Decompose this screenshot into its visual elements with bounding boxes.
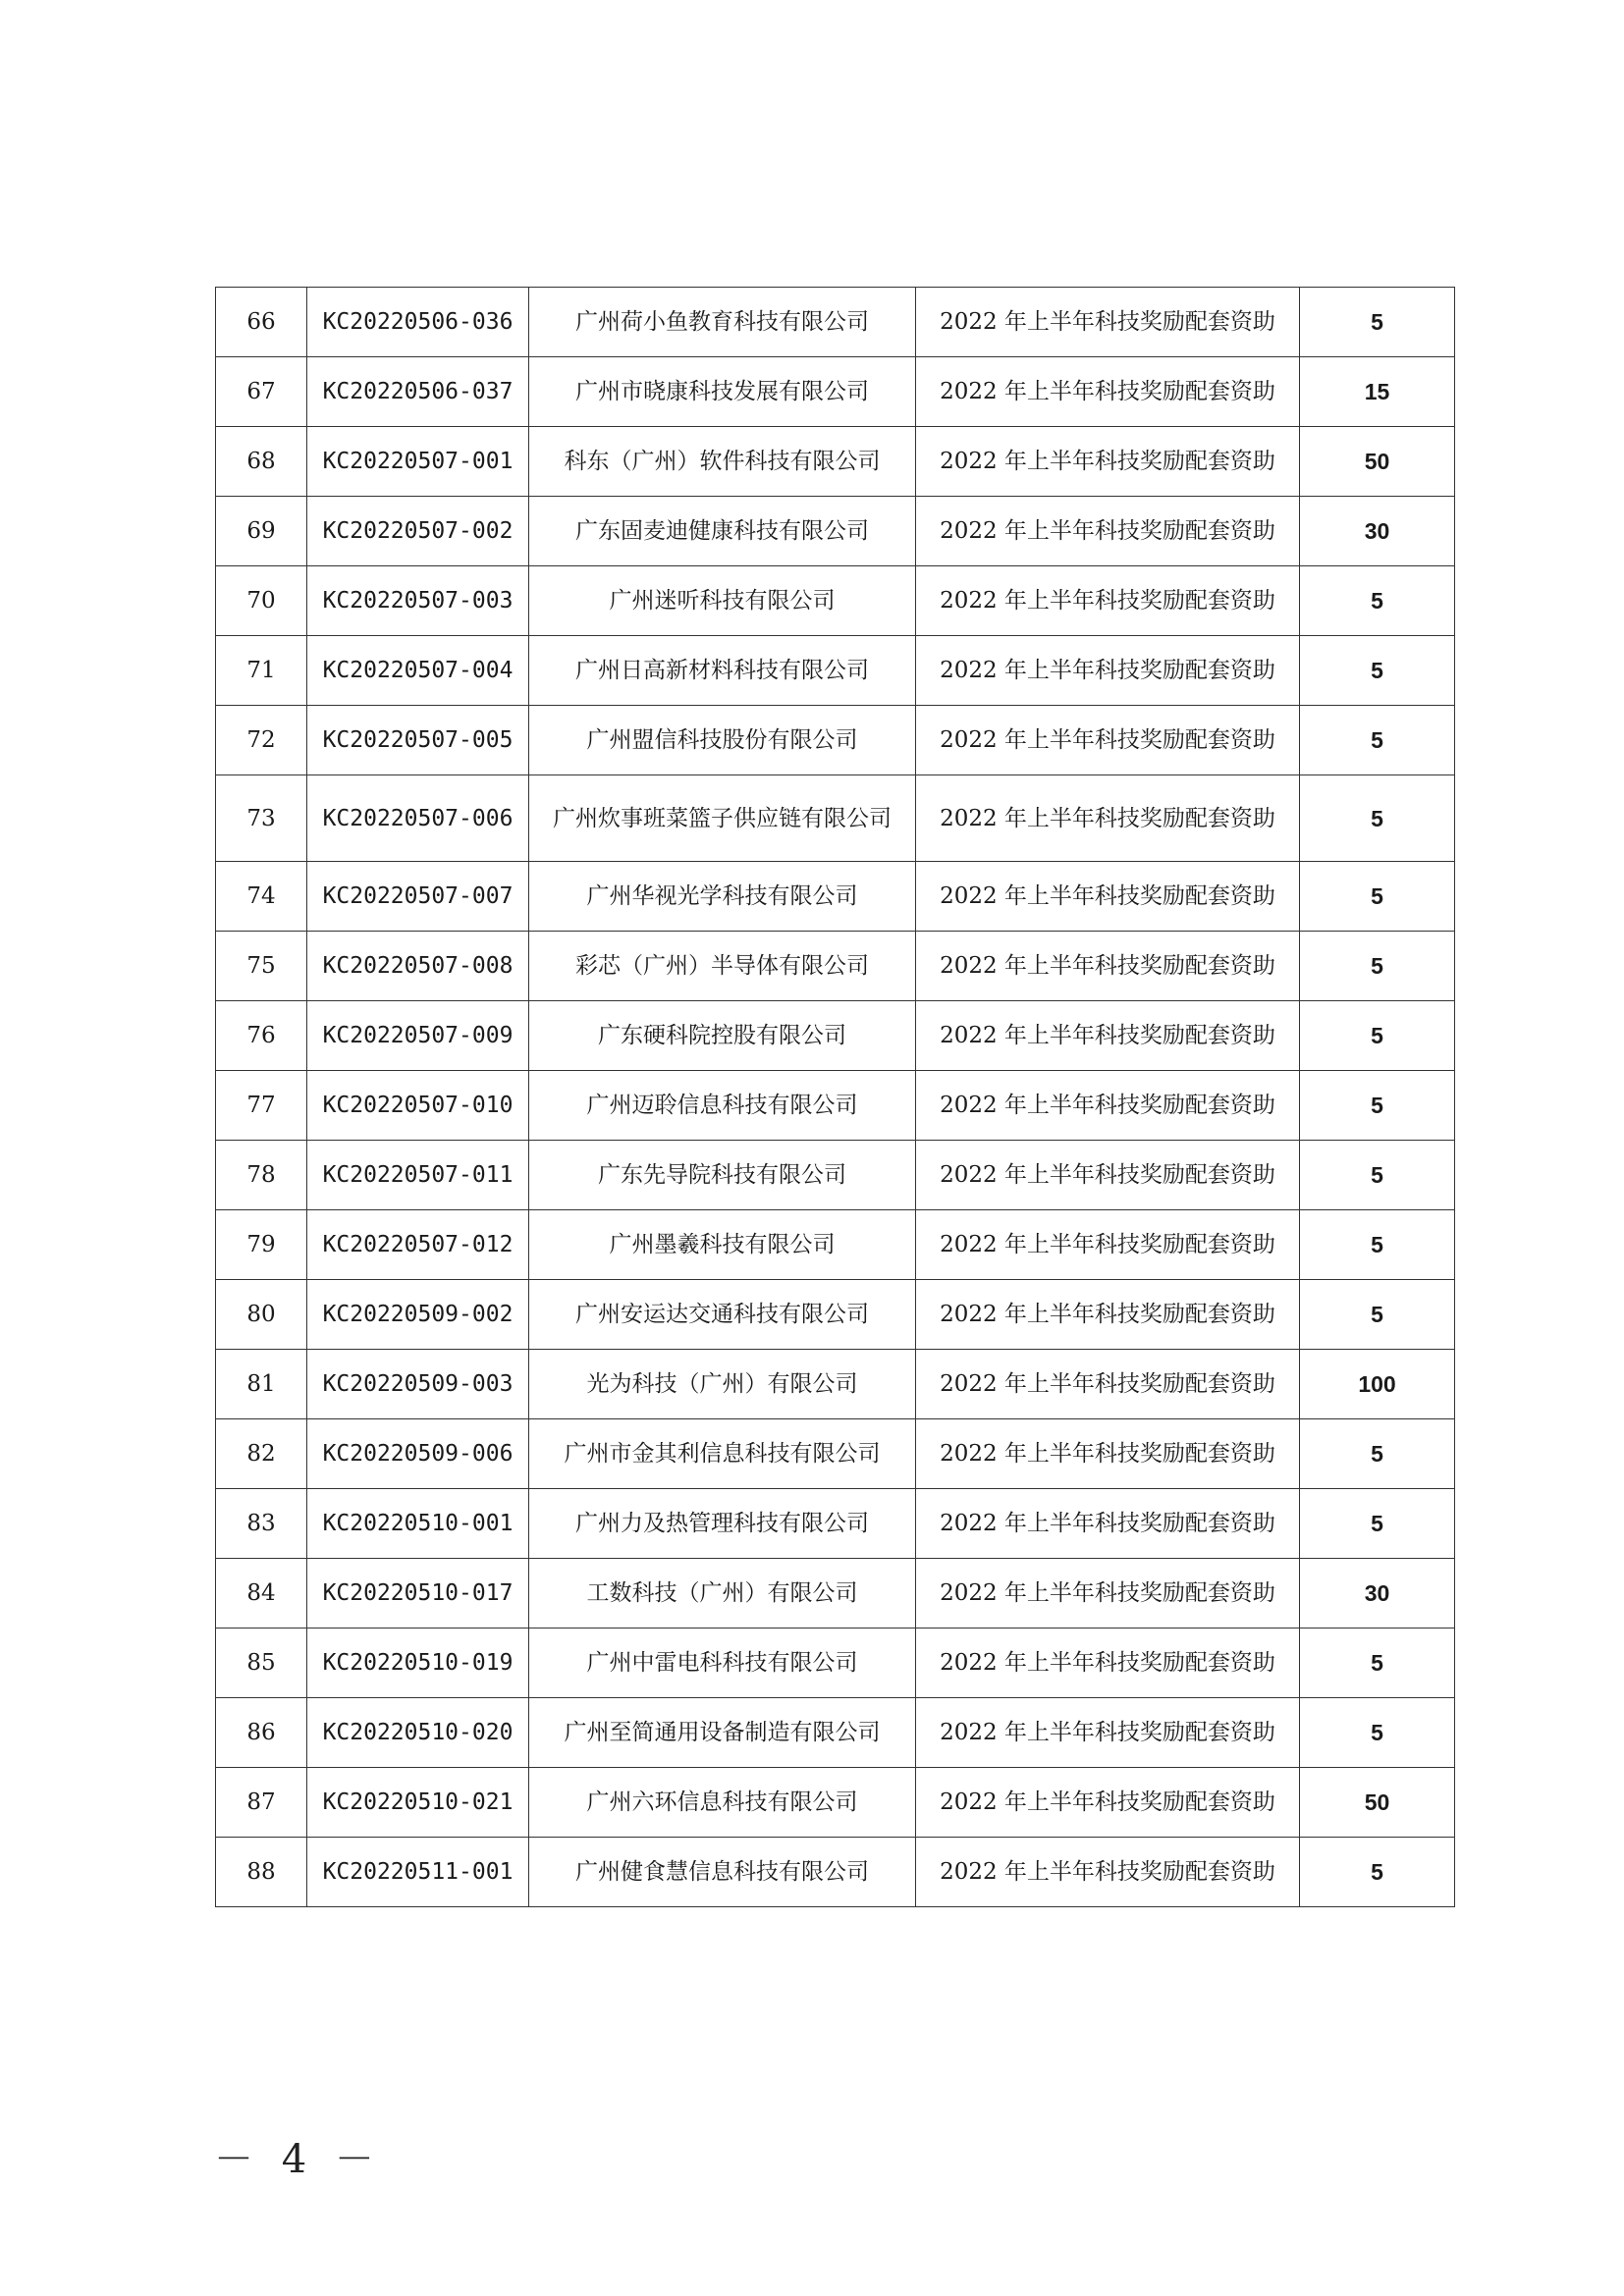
table-row bbox=[216, 1629, 1455, 1698]
funding-amount: 5 bbox=[1300, 1141, 1455, 1210]
funding-amount: 5 bbox=[1300, 1838, 1455, 1907]
project-name: 2022 年上半年科技奖励配套资助 bbox=[916, 566, 1300, 636]
row-number: 78 bbox=[216, 1141, 307, 1210]
row-number: 76 bbox=[216, 1001, 307, 1071]
row-number: 70 bbox=[216, 566, 307, 636]
project-code: KC20220507-004 bbox=[307, 636, 529, 706]
company-name: 广州荷小鱼教育科技有限公司 bbox=[529, 288, 916, 357]
funding-amount: 5 bbox=[1300, 706, 1455, 775]
funding-amount: 5 bbox=[1300, 1001, 1455, 1071]
row-number: 79 bbox=[216, 1210, 307, 1280]
row-number: 73 bbox=[216, 775, 307, 862]
company-name: 彩芯（广州）半导体有限公司 bbox=[529, 932, 916, 1001]
project-name: 2022 年上半年科技奖励配套资助 bbox=[916, 1489, 1300, 1559]
table-row bbox=[216, 357, 1455, 427]
project-code: KC20220507-011 bbox=[307, 1141, 529, 1210]
company-name: 广州至简通用设备制造有限公司 bbox=[529, 1698, 916, 1768]
row-number: 74 bbox=[216, 862, 307, 932]
company-name: 广州墨羲科技有限公司 bbox=[529, 1210, 916, 1280]
row-number: 81 bbox=[216, 1350, 307, 1419]
company-name: 广州市金其利信息科技有限公司 bbox=[529, 1419, 916, 1489]
project-code: KC20220507-006 bbox=[307, 775, 529, 862]
company-name: 广州迷听科技有限公司 bbox=[529, 566, 916, 636]
table-row bbox=[216, 932, 1455, 1001]
table-row bbox=[216, 1280, 1455, 1350]
company-name: 广州安运达交通科技有限公司 bbox=[529, 1280, 916, 1350]
project-code: KC20220506-036 bbox=[307, 288, 529, 357]
page-number: － 4 － bbox=[214, 2137, 382, 2182]
project-name: 2022 年上半年科技奖励配套资助 bbox=[916, 1210, 1300, 1280]
funding-amount: 5 bbox=[1300, 1280, 1455, 1350]
row-number: 75 bbox=[216, 932, 307, 1001]
project-name: 2022 年上半年科技奖励配套资助 bbox=[916, 1838, 1300, 1907]
row-number: 88 bbox=[216, 1838, 307, 1907]
funding-amount: 50 bbox=[1300, 427, 1455, 497]
table-row bbox=[216, 1768, 1455, 1838]
project-name: 2022 年上半年科技奖励配套资助 bbox=[916, 1071, 1300, 1141]
table-row bbox=[216, 1838, 1455, 1907]
funding-amount: 5 bbox=[1300, 775, 1455, 862]
funding-amount: 30 bbox=[1300, 1559, 1455, 1629]
project-name: 2022 年上半年科技奖励配套资助 bbox=[916, 1698, 1300, 1768]
project-code: KC20220509-006 bbox=[307, 1419, 529, 1489]
table-row bbox=[216, 1071, 1455, 1141]
project-code: KC20220507-009 bbox=[307, 1001, 529, 1071]
project-code: KC20220507-010 bbox=[307, 1071, 529, 1141]
table-row bbox=[216, 1559, 1455, 1629]
row-number: 84 bbox=[216, 1559, 307, 1629]
project-name: 2022 年上半年科技奖励配套资助 bbox=[916, 1280, 1300, 1350]
project-name: 2022 年上半年科技奖励配套资助 bbox=[916, 775, 1300, 862]
project-name: 2022 年上半年科技奖励配套资助 bbox=[916, 862, 1300, 932]
project-code: KC20220507-003 bbox=[307, 566, 529, 636]
funding-amount: 5 bbox=[1300, 1698, 1455, 1768]
table-row bbox=[216, 1698, 1455, 1768]
row-number: 69 bbox=[216, 497, 307, 566]
row-number: 80 bbox=[216, 1280, 307, 1350]
table-row bbox=[216, 427, 1455, 497]
table-row bbox=[216, 1350, 1455, 1419]
funding-amount: 5 bbox=[1300, 288, 1455, 357]
project-name: 2022 年上半年科技奖励配套资助 bbox=[916, 357, 1300, 427]
table-row bbox=[216, 497, 1455, 566]
row-number: 85 bbox=[216, 1629, 307, 1698]
table-row bbox=[216, 706, 1455, 775]
company-name: 科东（广州）软件科技有限公司 bbox=[529, 427, 916, 497]
table-row bbox=[216, 1141, 1455, 1210]
funding-amount: 30 bbox=[1300, 497, 1455, 566]
project-name: 2022 年上半年科技奖励配套资助 bbox=[916, 1559, 1300, 1629]
project-code: KC20220509-002 bbox=[307, 1280, 529, 1350]
project-name: 2022 年上半年科技奖励配套资助 bbox=[916, 288, 1300, 357]
funding-amount: 50 bbox=[1300, 1768, 1455, 1838]
project-name: 2022 年上半年科技奖励配套资助 bbox=[916, 932, 1300, 1001]
row-number: 82 bbox=[216, 1419, 307, 1489]
funding-table bbox=[215, 287, 1455, 1907]
funding-amount: 100 bbox=[1300, 1350, 1455, 1419]
project-code: KC20220509-003 bbox=[307, 1350, 529, 1419]
project-code: KC20220510-019 bbox=[307, 1629, 529, 1698]
company-name: 广州迈聆信息科技有限公司 bbox=[529, 1071, 916, 1141]
table-row bbox=[216, 1419, 1455, 1489]
project-code: KC20220507-012 bbox=[307, 1210, 529, 1280]
company-name: 广州华视光学科技有限公司 bbox=[529, 862, 916, 932]
project-code: KC20220507-005 bbox=[307, 706, 529, 775]
row-number: 67 bbox=[216, 357, 307, 427]
funding-table-body bbox=[216, 288, 1455, 1907]
company-name: 广州炊事班菜篮子供应链有限公司 bbox=[529, 775, 916, 862]
project-code: KC20220506-037 bbox=[307, 357, 529, 427]
row-number: 68 bbox=[216, 427, 307, 497]
funding-amount: 5 bbox=[1300, 862, 1455, 932]
project-code: KC20220510-001 bbox=[307, 1489, 529, 1559]
project-code: KC20220510-020 bbox=[307, 1698, 529, 1768]
company-name: 广州盟信科技股份有限公司 bbox=[529, 706, 916, 775]
project-code: KC20220507-008 bbox=[307, 932, 529, 1001]
project-code: KC20220510-017 bbox=[307, 1559, 529, 1629]
project-code: KC20220507-001 bbox=[307, 427, 529, 497]
funding-amount: 5 bbox=[1300, 1629, 1455, 1698]
company-name: 广州市晓康科技发展有限公司 bbox=[529, 357, 916, 427]
row-number: 83 bbox=[216, 1489, 307, 1559]
table-row bbox=[216, 775, 1455, 862]
table-row bbox=[216, 288, 1455, 357]
table-row bbox=[216, 862, 1455, 932]
table-row bbox=[216, 1210, 1455, 1280]
company-name: 广东硬科院控股有限公司 bbox=[529, 1001, 916, 1071]
funding-amount: 15 bbox=[1300, 357, 1455, 427]
project-code: KC20220510-021 bbox=[307, 1768, 529, 1838]
project-name: 2022 年上半年科技奖励配套资助 bbox=[916, 497, 1300, 566]
funding-amount: 5 bbox=[1300, 1419, 1455, 1489]
funding-amount: 5 bbox=[1300, 1071, 1455, 1141]
project-name: 2022 年上半年科技奖励配套资助 bbox=[916, 1350, 1300, 1419]
company-name: 广东先导院科技有限公司 bbox=[529, 1141, 916, 1210]
row-number: 77 bbox=[216, 1071, 307, 1141]
funding-amount: 5 bbox=[1300, 636, 1455, 706]
project-code: KC20220507-002 bbox=[307, 497, 529, 566]
funding-amount: 5 bbox=[1300, 932, 1455, 1001]
project-name: 2022 年上半年科技奖励配套资助 bbox=[916, 636, 1300, 706]
company-name: 广州力及热管理科技有限公司 bbox=[529, 1489, 916, 1559]
company-name: 广东固麦迪健康科技有限公司 bbox=[529, 497, 916, 566]
table-row bbox=[216, 1001, 1455, 1071]
project-name: 2022 年上半年科技奖励配套资助 bbox=[916, 1768, 1300, 1838]
row-number: 87 bbox=[216, 1768, 307, 1838]
company-name: 广州健食慧信息科技有限公司 bbox=[529, 1838, 916, 1907]
project-name: 2022 年上半年科技奖励配套资助 bbox=[916, 1629, 1300, 1698]
project-name: 2022 年上半年科技奖励配套资助 bbox=[916, 1419, 1300, 1489]
company-name: 工数科技（广州）有限公司 bbox=[529, 1559, 916, 1629]
project-name: 2022 年上半年科技奖励配套资助 bbox=[916, 1141, 1300, 1210]
table-row bbox=[216, 566, 1455, 636]
table-row bbox=[216, 636, 1455, 706]
project-code: KC20220511-001 bbox=[307, 1838, 529, 1907]
row-number: 66 bbox=[216, 288, 307, 357]
project-name: 2022 年上半年科技奖励配套资助 bbox=[916, 427, 1300, 497]
company-name: 广州六环信息科技有限公司 bbox=[529, 1768, 916, 1838]
row-number: 71 bbox=[216, 636, 307, 706]
table-row bbox=[216, 1489, 1455, 1559]
funding-amount: 5 bbox=[1300, 566, 1455, 636]
row-number: 86 bbox=[216, 1698, 307, 1768]
company-name: 广州中雷电科科技有限公司 bbox=[529, 1629, 916, 1698]
project-name: 2022 年上半年科技奖励配套资助 bbox=[916, 1001, 1300, 1071]
funding-amount: 5 bbox=[1300, 1210, 1455, 1280]
project-code: KC20220507-007 bbox=[307, 862, 529, 932]
funding-amount: 5 bbox=[1300, 1489, 1455, 1559]
company-name: 光为科技（广州）有限公司 bbox=[529, 1350, 916, 1419]
company-name: 广州日高新材料科技有限公司 bbox=[529, 636, 916, 706]
project-name: 2022 年上半年科技奖励配套资助 bbox=[916, 706, 1300, 775]
row-number: 72 bbox=[216, 706, 307, 775]
